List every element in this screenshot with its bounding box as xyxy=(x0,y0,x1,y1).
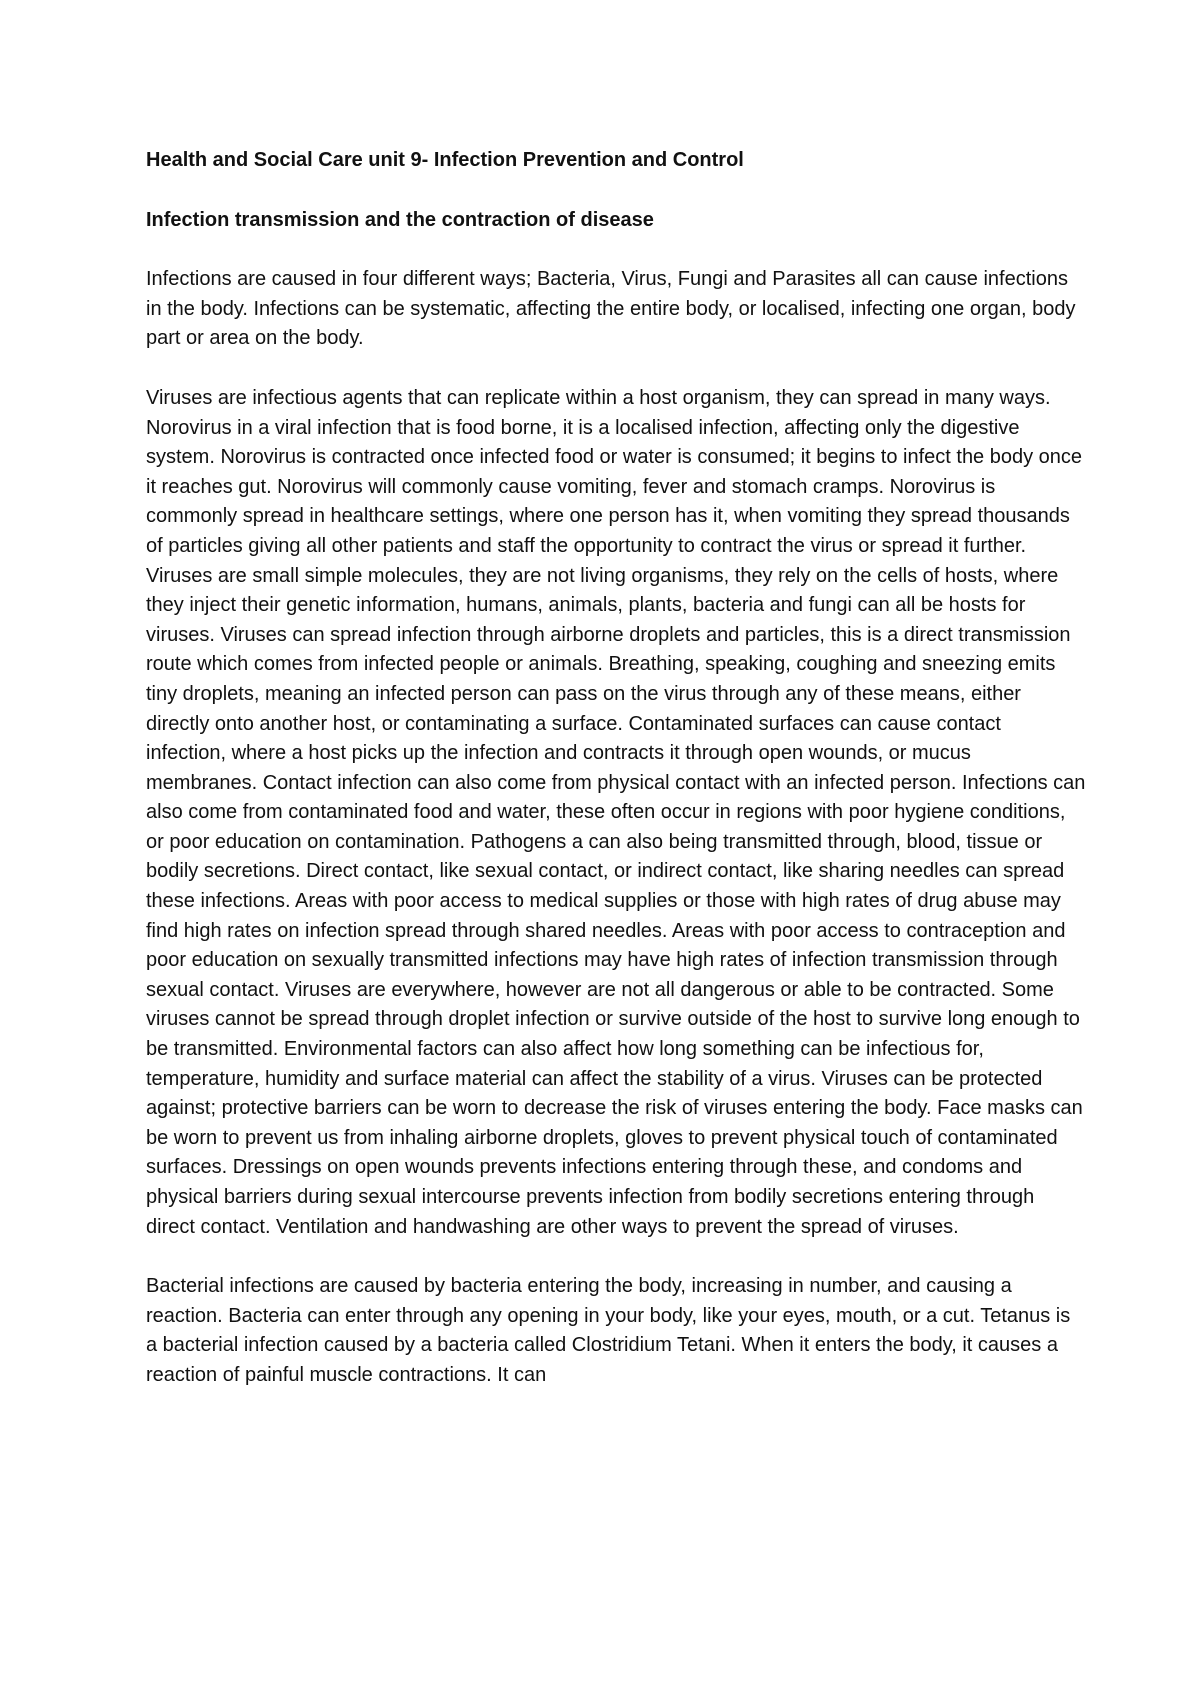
paragraph-bacterial-infections: Bacterial infections are caused by bacteria entering the body, increasing in number, and causing a reaction. Bacteria can enter through any opening in your body, like your eyes, mouth, or a cut. Tetanus is a bacterial infection caused by a bacteria called Clostridium Tetani. When it enters the body, it causes a reaction of painful muscle contractions. It can xyxy=(146,1275,1071,1386)
document-title: Health and Social Care unit 9- Infection Prevention and Control xyxy=(146,149,744,171)
paragraph-norovirus: Viruses are infectious agents that can replicate within a host organism, they can spread in many ways. Norovirus in a viral infection that is food borne, it is a localised infection, affecting only the digestive system. Norovirus is contracted once infected food or water is consumed; it begins to infect the body once it reaches gut. Norovirus will commonly cause vomiting, fever and stomach cramps. Norovirus is commonly spread in healthcare settings, where one person has it, when vomiting they spread thousands of particles giving all other patients and staff the opportunity to contract the virus or spread it further. xyxy=(146,386,1083,557)
paragraph-intro: Infections are caused in four different ways; Bacteria, Virus, Fungi and Parasites all can cause infections in the body. Infections can be systematic, affecting the entire body, or localised, infecting one organ, body part or area on the body. xyxy=(146,268,1076,350)
section-heading: Infection transmission and the contraction of disease xyxy=(146,208,654,231)
paragraph-virus-transmission: Viruses are small simple molecules, they are not living organisms, they rely on the cells of hosts, where they inject their genetic information, humans, animals, plants, bacteria and fungi can all be hosts for viruses. Viruses can spread infection through airborne droplets and particles, this is a direct transmission route which comes from infected people or animals. Breathing, speaking, coughing and sneezing emits tiny droplets, meaning an infected person can pass on the virus through any of these means, either directly onto another host, or contaminating a surface. Contaminated surfaces can cause contact infection, where a host picks up the infection and contracts it through open wounds, or mucus membranes. Contact infection can also come from physical contact with an infected person. Infections can also come from contaminated food and water, these often occur in regions with poor hygiene conditions, or poor education on contamination. Pathogens a can also being transmitted through, blood, tissue or bodily secretions. Direct contact, like sexual contact, or indirect contact, like sharing needles can spread these infections. Areas with poor access to medical supplies or those with high rates of drug abuse may find high rates on infection spread through shared needles. Areas with poor access to contraception and poor education on sexually transmitted infections may have high rates of infection transmission through sexual contact. Viruses are everywhere, however are not all dangerous or able to be contracted. Some viruses cannot be spread through droplet infection or survive outside of the host to survive long enough to be transmitted. Environmental factors can also affect how long something can be infectious for, temperature, humidity and surface material can affect the stability of a virus. Viruses can be protected against; protective barriers can be worn to decrease the risk of viruses entering the body. Face masks can be worn to prevent us from inhaling airborne droplets, gloves to prevent physical touch of contaminated surfaces. Dressings on open wounds prevents infections entering through these, and condoms and physical barriers during sexual intercourse prevents infection from bodily secretions entering through direct contact. Ventilation and handwashing are other ways to prevent the spread of viruses. xyxy=(146,564,1086,1238)
document-body xyxy=(146,146,1086,1391)
